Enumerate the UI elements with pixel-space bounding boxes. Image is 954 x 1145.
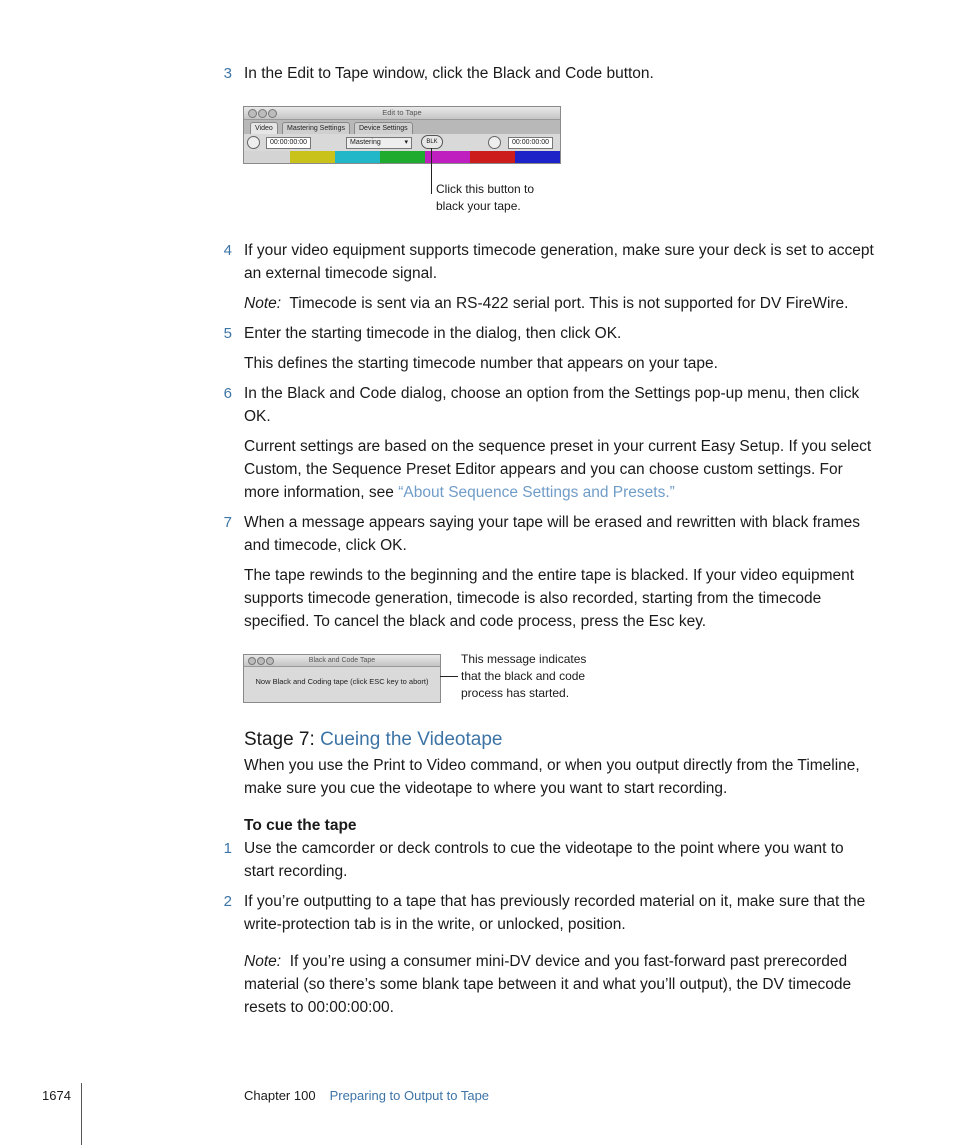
callout-line-2: black your tape. xyxy=(436,199,521,213)
step-number: 5 xyxy=(223,325,232,342)
color-bar xyxy=(380,151,425,163)
stage-title: Cueing the Videotape xyxy=(320,729,503,750)
step-number: 6 xyxy=(223,385,232,402)
color-bars xyxy=(244,151,560,163)
tab-video[interactable]: Video xyxy=(250,122,278,134)
black-and-code-message-window xyxy=(243,654,441,703)
paragraph: When you use the Print to Video command, or when you output directly from the Timeline, make sure you cue the videotape to where you want to start recording. xyxy=(244,757,860,797)
callout-text xyxy=(436,181,534,215)
callout-line-1: This message indicates xyxy=(461,652,587,666)
step-text: In the Edit to Tape window, click the Black and Code button. xyxy=(244,65,654,82)
color-bar xyxy=(290,151,335,163)
color-bar xyxy=(515,151,560,163)
callout-line xyxy=(440,676,458,677)
duration-icon xyxy=(247,136,260,149)
callout-line xyxy=(431,148,432,194)
color-bar xyxy=(335,151,380,163)
note-text: If you’re using a consumer mini-DV device and you fast-forward past prerecorded material (so there’s some blank tape between it and what you’ll output), the DV timecode resets to 00:00:00:00. xyxy=(244,953,852,1016)
step-number: 7 xyxy=(223,514,232,531)
stage-prefix: Stage 7: xyxy=(244,729,321,750)
chapter-label: Chapter 100 xyxy=(244,1088,316,1103)
chevron-down-icon: ▾ xyxy=(404,139,408,146)
current-timecode[interactable]: 00:00:00:00 xyxy=(508,137,553,149)
note-label: Note: xyxy=(244,953,282,970)
step-number: 1 xyxy=(223,840,232,857)
window-title: Edit to Tape xyxy=(382,108,422,117)
timecode-icon xyxy=(488,136,501,149)
edit-to-tape-window xyxy=(243,106,561,164)
window-titlebar xyxy=(244,655,440,667)
note-paragraph xyxy=(244,950,878,1019)
cross-reference-link[interactable]: “About Sequence Settings and Presets.” xyxy=(398,484,675,501)
step-number: 2 xyxy=(223,893,232,910)
step-text: Enter the starting timecode in the dialog, then click OK. xyxy=(244,325,622,342)
control-row xyxy=(244,134,560,151)
tab-mastering-settings[interactable]: Mastering Settings xyxy=(282,122,350,134)
page-number: 1674 xyxy=(42,1088,71,1103)
tab-bar xyxy=(244,120,560,134)
section-heading xyxy=(244,728,502,752)
paragraph xyxy=(244,435,878,504)
footer-rule xyxy=(81,1083,82,1145)
note-paragraph xyxy=(244,292,878,315)
paragraph: The tape rewinds to the beginning and the entire tape is blacked. If your video equipment supports timecode generation, timecode is also recorded, starting from the timecode specified. To cancel the black and code process, press the Esc key. xyxy=(244,567,855,630)
window-titlebar xyxy=(244,107,560,120)
tab-device-settings[interactable]: Device Settings xyxy=(354,122,413,134)
callout-text xyxy=(461,651,586,702)
callout-line-2: that the black and code xyxy=(461,669,586,683)
mode-popup[interactable] xyxy=(346,137,412,149)
step-text: In the Black and Code dialog, choose an option from the Settings pop-up menu, then click OK. xyxy=(244,385,860,425)
callout-line-1: Click this button to xyxy=(436,182,535,196)
step-number: 3 xyxy=(223,65,232,82)
step-text: When a message appears saying your tape will be erased and rewritten with black frames and timecode, click OK. xyxy=(244,514,861,554)
task-heading: To cue the tape xyxy=(244,817,357,834)
step-text: If your video equipment supports timecode generation, make sure your deck is set to accept an external timecode signal. xyxy=(244,242,874,282)
paragraph-text: Current settings are based on the sequence preset in your current Easy Setup. If you select Custom, the Sequence Preset Editor appears and you can choose custom settings. For more information, see xyxy=(244,438,872,501)
color-bar xyxy=(470,151,515,163)
chapter-title: Preparing to Output to Tape xyxy=(329,1088,490,1103)
step-text: If you’re outputting to a tape that has previously recorded material on it, make sure that the write-protection tab is in the write, or unlocked, position. xyxy=(244,893,866,933)
footer-chapter xyxy=(244,1087,489,1104)
window-title: Black and Code Tape xyxy=(308,657,376,664)
step-text: Use the camcorder or deck controls to cue the videotape to the point where you want to start recording. xyxy=(244,840,844,880)
paragraph: This defines the starting timecode number that appears on your tape. xyxy=(244,355,718,372)
black-and-code-button[interactable]: BLK xyxy=(421,135,443,149)
callout-line-3: process has started. xyxy=(461,686,570,700)
mode-popup-value: Mastering xyxy=(350,139,381,146)
duration-timecode[interactable]: 00:00:00:00 xyxy=(266,137,311,149)
note-label: Note: xyxy=(244,295,282,312)
note-text: Timecode is sent via an RS-422 serial port. This is not supported for DV FireWire. xyxy=(289,295,849,312)
step-number: 4 xyxy=(223,242,232,259)
message-text: Now Black and Coding tape (click ESC key to abort) xyxy=(255,677,429,686)
